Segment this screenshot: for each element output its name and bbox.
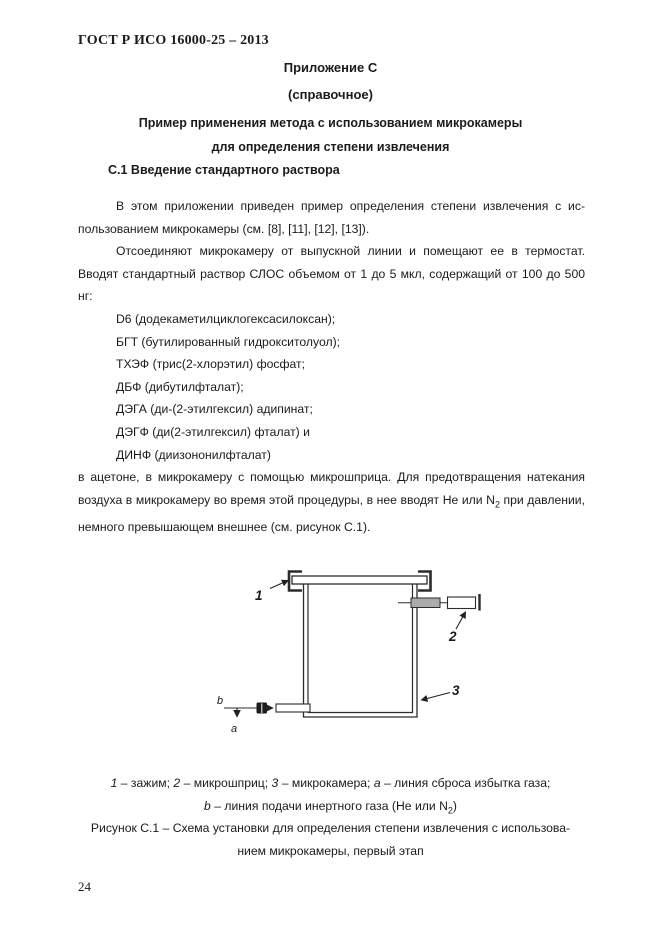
page-number: 24 bbox=[78, 879, 91, 894]
paragraph-2-rest: Вводят стандартный раствор СЛОС объемом от 1 до 5 мкл, содержащий от 100 до 500 нг: bbox=[78, 266, 585, 304]
callout-arrow-2-icon bbox=[456, 612, 466, 629]
list-item: ДИНФ (диизононилфталат) bbox=[116, 447, 271, 462]
chamber-wall-outer bbox=[304, 584, 418, 717]
paragraph-2-line1: Отсоединяют микрокамеру от выпускной линии и помещают ее в термостат. bbox=[116, 244, 585, 259]
document-code: ГОСТ Р ИСО 16000-25 – 2013 bbox=[78, 33, 269, 48]
chamber-lid bbox=[292, 576, 427, 584]
appendix-type: (справочное) bbox=[288, 86, 373, 102]
figure-caption-line2: нием микрокамеры, первый этап bbox=[237, 843, 424, 858]
syringe-barrel bbox=[448, 597, 476, 609]
appendix-label: Приложение С bbox=[283, 60, 378, 75]
callout-arrow-1-icon bbox=[270, 581, 288, 589]
list-item: ТХЭФ (трис(2-хлорэтил) фосфат; bbox=[116, 357, 305, 372]
figure-caption-line1: Рисунок С.1 – Схема установки для определения степени извлечения с использова- bbox=[90, 821, 571, 835]
body-text bbox=[78, 195, 585, 538]
figure-label-3: 3 bbox=[452, 683, 460, 698]
list-item: ДЭГА (ди-(2-этилгексил) адипинат; bbox=[116, 402, 313, 417]
figure-legend-line2: b – линия подачи инертного газа (He или $N_2$) bbox=[204, 798, 457, 816]
figure-label-2: 2 bbox=[449, 629, 457, 644]
paragraph-1: В этом приложении приведен пример определения степени извлечения с использованием микрокамеры (см. [8], [11], [12], [13]). bbox=[78, 199, 585, 236]
list-item: ДБФ (дибутилфталат); bbox=[116, 379, 244, 394]
microchamber-diagram bbox=[0, 550, 661, 760]
figure-legend-line1: 1 – зажим; 2 – микрошприц; 3 – микрокамера; a – линия сброса избытка газа; bbox=[110, 776, 551, 790]
figure-label-a: a bbox=[231, 723, 238, 735]
section-heading: С.1 Введение стандартного раствора bbox=[108, 163, 340, 177]
appendix-title-line1: Пример применения метода с использованием микрокамеры bbox=[138, 116, 523, 130]
injection-port bbox=[411, 598, 440, 608]
list-item: БГТ (бутилированный гидрокситолуол); bbox=[116, 334, 341, 349]
figure-label-1: 1 bbox=[255, 588, 263, 603]
figure-caption bbox=[20, 817, 641, 862]
callout-arrow-3-icon bbox=[422, 693, 451, 701]
figure-legend bbox=[0, 772, 661, 822]
inlet-tube bbox=[276, 704, 310, 712]
appendix-header bbox=[0, 55, 661, 108]
paragraph-3: ДИНФ (диизононилфталат) в ацетоне, в микрокамеру с помощью микрошприца. Для предотвращения натекания воздуха в микрокамеру во время этой процедуры, в нее вводят He или $N_2$ при давлении, немного превышающем внешнее (см. рисунок С.1). bbox=[78, 444, 585, 539]
list-item: ДЭГФ (ди(2-этилгексил) фталат) и bbox=[116, 424, 310, 439]
chamber-wall-inner bbox=[308, 584, 413, 713]
subscript: 2 bbox=[494, 499, 500, 510]
figure-label-b: b bbox=[217, 695, 224, 707]
appendix-title-line2: для определения степени извлечения bbox=[211, 140, 450, 154]
list-item: D6 (додекаметилциклогексасилоксан); bbox=[116, 311, 336, 326]
appendix-title bbox=[0, 111, 661, 159]
